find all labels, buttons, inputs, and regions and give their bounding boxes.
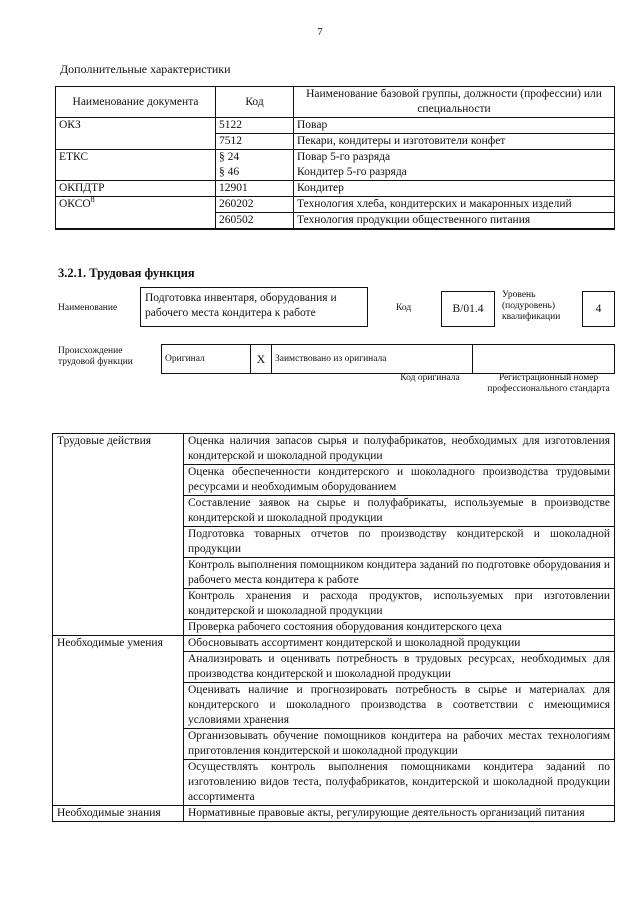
footnote-mark: 8 [90, 195, 95, 205]
list-item: Оценка наличия запасов сырья и полуфабрикатов, необходимых для изготовления кондитерской и шоколадной продукции [184, 434, 615, 465]
labor-actions-label: Трудовые действия [53, 434, 184, 636]
table-row [56, 118, 615, 134]
header-doc: Наименование документа [56, 87, 216, 118]
list-item: Организовывать обучение помощников кондитера на рабочих местах технологиям приготовления кондитерской и шоколадной продукции [184, 729, 615, 760]
additional-characteristics-table [55, 86, 615, 230]
origin-label: Происхождение трудовой функции [58, 346, 133, 367]
list-item: Контроль хранения и расхода продуктов, используемых при изготовлении кондитерской и шоколадной продукции [184, 589, 615, 620]
list-item: Составление заявок на сырье и полуфабрикаты, используемые в производстве кондитерской и шоколадной продукции [184, 496, 615, 527]
doc-cell: ЕТКС [56, 150, 216, 181]
name-cell: Кондитер 5-го разряда [294, 165, 615, 181]
table-row [56, 150, 615, 166]
table-header-row [56, 87, 615, 118]
list-item: Анализировать и оценивать потребность в трудовых ресурсах, необходимых для производства кондитерской и шоколадной продукции [184, 652, 615, 683]
name-label: Наименование [58, 303, 118, 313]
name-cell: Технология хлеба, кондитерских и макаронных изделий [294, 197, 615, 213]
list-item: Обосновывать ассортимент кондитерской и шоколадной продукции [184, 636, 615, 652]
code-cell: 7512 [216, 134, 294, 150]
code-cell: 5122 [216, 118, 294, 134]
function-name-box: Подготовка инвентаря, оборудования и рабочего места кондитера к работе [140, 287, 368, 327]
original-label: Оригинал [162, 345, 251, 374]
code-cell: § 24 [216, 150, 294, 166]
header-name: Наименование базовой группы, должности (профессии) или специальности [294, 87, 615, 118]
original-mark: X [251, 345, 272, 374]
name-cell: Кондитер [294, 181, 615, 197]
table-row [56, 181, 615, 197]
list-item: Контроль выполнения помощником кондитера заданий по подготовке оборудования и рабочего места кондитера к работе [184, 558, 615, 589]
page-number: 7 [317, 26, 323, 38]
code-cell: 260202 [216, 197, 294, 213]
origin-table [161, 344, 615, 374]
list-item: Нормативные правовые акты, регулирующие деятельность организаций питания [184, 806, 615, 822]
name-cell: Повар [294, 118, 615, 134]
table-row [53, 636, 615, 652]
borrowed-label: Заимствовано из оригинала [272, 345, 473, 374]
function-code-box: В/01.4 [441, 291, 495, 327]
doc-cell: ОКПДТР [56, 181, 216, 197]
name-cell: Пекари, кондитеры и изготовители конфет [294, 134, 615, 150]
qualification-level-box: 4 [582, 291, 615, 327]
name-cell: Повар 5-го разряда [294, 150, 615, 166]
required-skills-label: Необходимые умения [53, 636, 184, 806]
registration-number-label: Регистрационный номер профессионального стандарта [487, 373, 610, 394]
additional-characteristics-title: Дополнительные характеристики [60, 62, 231, 76]
header-code: Код [216, 87, 294, 118]
list-item: Подготовка товарных отчетов по производству кондитерской и шоколадной продукции [184, 527, 615, 558]
code-cell: 12901 [216, 181, 294, 197]
code-label: Код [396, 303, 412, 313]
doc-name: ОКСО [59, 198, 91, 210]
borrowed-value [473, 345, 615, 374]
required-knowledge-label: Необходимые знания [53, 806, 184, 822]
code-cell: § 46 [216, 165, 294, 181]
code-original-label: Код оригинала [400, 373, 460, 383]
list-item: Оценивать наличие и прогнозировать потребность в сырье и материалах для кондитерского и шоколадного производства в соответствии с имеющимися условиями хранения [184, 683, 615, 729]
list-item: Проверка рабочего состояния оборудования кондитерского цеха [184, 620, 615, 636]
list-item: Осуществлять контроль выполнения помощниками кондитера заданий по изготовлению видов теста, полуфабрикатов, кондитерской и шоколадной продукции ассортимента [184, 760, 615, 806]
code-cell: 260502 [216, 213, 294, 230]
labor-function-title: 3.2.1. Трудовая функция [58, 266, 195, 280]
doc-cell [56, 197, 216, 230]
qualification-level-label: Уровень (подуровень) квалификации [502, 290, 561, 322]
table-row [53, 434, 615, 465]
list-item: Оценка обеспеченности кондитерского и шоколадного производства трудовыми ресурсами и необходимым оборудованием [184, 465, 615, 496]
table-row [56, 197, 615, 213]
table-row [53, 806, 615, 822]
function-details-table [52, 433, 615, 822]
doc-cell: ОКЗ [56, 118, 216, 150]
name-cell: Технология продукции общественного питания [294, 213, 615, 230]
